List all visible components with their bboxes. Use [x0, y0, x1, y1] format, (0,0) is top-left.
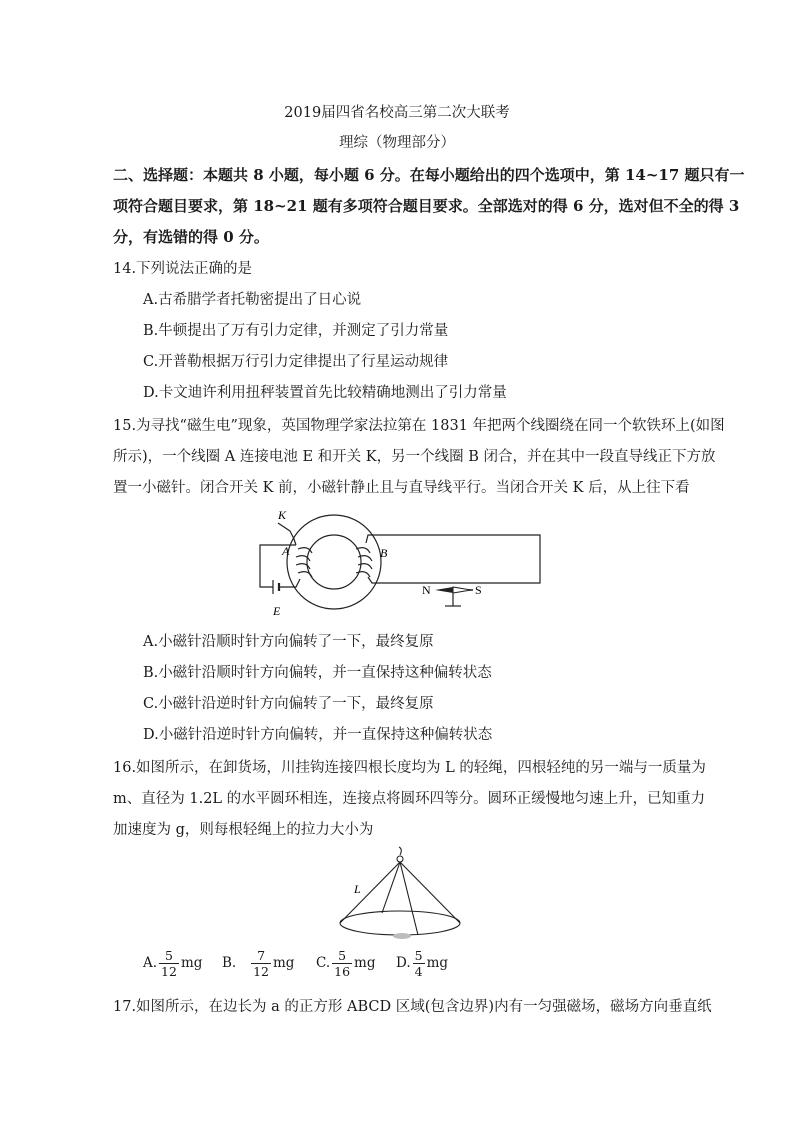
label-length-l: L — [354, 882, 361, 896]
fraction — [159, 948, 179, 979]
q15-circuit-figure — [240, 505, 550, 620]
label-south: S — [475, 583, 482, 597]
unit: mg — [273, 955, 295, 971]
denominator: 4 — [414, 964, 423, 979]
hook — [397, 856, 403, 862]
numerator: 7 — [251, 948, 271, 964]
fraction — [332, 948, 352, 979]
label-coil-b: B — [380, 546, 388, 560]
q16-choice-d — [396, 948, 448, 979]
iron-ring-inner — [307, 535, 361, 589]
q14-option-c: C.开普勒根据万行引力定律提出了行星运动规律 — [143, 354, 449, 370]
circuit-b-wire — [366, 535, 540, 583]
numerator: 5 — [159, 948, 179, 964]
fraction — [413, 948, 425, 979]
q16-choice-a — [143, 948, 202, 979]
q16-stem-line: 加速度为 g，则每根轻绳上的拉力大小为 — [113, 822, 374, 838]
instruction-line: 分，有选错的得 0 分。 — [113, 228, 269, 246]
label-coil-a: A — [282, 544, 290, 558]
choice-label: B. — [222, 955, 237, 971]
q14-option-b: B.牛顿提出了万有引力定律，并测定了引力常量 — [143, 323, 449, 339]
compass-north-tip — [435, 587, 453, 593]
q16-stem-line: m、直径为 1.2L 的水平圆环相连，连接点将圆环四等分。圆环正缓慢地匀速上升，已知重力 — [113, 791, 706, 807]
ring — [340, 911, 460, 935]
circuit-a-wire — [279, 579, 300, 587]
denominator: 16 — [334, 964, 351, 979]
hook-top — [399, 847, 401, 855]
rope-front — [400, 862, 418, 935]
q14-option-d: D.卡文迪许利用扭秤装置首先比较精确地测出了引力常量 — [143, 385, 507, 401]
rope-right — [400, 862, 460, 923]
q15-stem-line: 15.为寻找“磁生电”现象，英国物理学家法拉第在 1831 年把两个线圈绕在同一个软铁环上(如图 — [113, 418, 725, 434]
exam-subtitle: 理综（物理部分） — [339, 135, 455, 151]
q16-choice-b — [222, 948, 294, 979]
q15-option-c: C.小磁针沿逆时针方向偏转了一下，最终复原 — [143, 696, 434, 712]
label-north: N — [422, 583, 431, 597]
label-battery-e: E — [273, 604, 281, 618]
ring-shadow — [393, 933, 411, 939]
q17-stem: 17.如图所示，在边长为 a 的正方形 ABCD 区域(包含边界)内有一匀强磁场，磁场方向垂直纸 — [113, 999, 712, 1015]
coil-b-windings — [356, 548, 372, 577]
q15-option-d: D.小磁针沿逆时针方向偏转，并一直保持这种偏转状态 — [143, 727, 493, 743]
instruction-line: 项符合题目要求，第 18~21 题有多项符合题目要求。全部选对的得 6 分，选对但不全的得 3 — [113, 197, 740, 215]
fraction — [251, 948, 271, 979]
q16-choice-c — [316, 948, 376, 979]
q14-option-a: A.古希腊学者托勒密提出了日心说 — [143, 292, 362, 308]
q16-ring-figure — [330, 845, 470, 945]
numerator: 5 — [332, 948, 352, 964]
denominator: 12 — [161, 964, 177, 979]
numerator: 5 — [414, 948, 423, 963]
q15-stem-line: 所示)，一个线圈 A 连接电池 E 和开关 K，另一个线圈 B 闭合，并在其中一段直导线正下方放 — [113, 449, 716, 465]
choice-label: D. — [396, 955, 411, 971]
unit: mg — [180, 955, 203, 971]
q15-option-b: B.小磁针沿顺时针方向偏转，并一直保持这种偏转状态 — [143, 665, 492, 681]
rope-left — [340, 862, 400, 923]
compass-south-tip — [453, 587, 471, 593]
q16-stem-line: 16.如图所示，在卸货场，川挂钩连接四根长度均为 L 的轻绳，四根轻纯的另一端与一质量为 — [113, 760, 706, 776]
exam-title: 2019届四省名校高三第二次大联考 — [284, 105, 510, 121]
rope-back-left — [382, 862, 400, 913]
switch-k-blade — [278, 523, 290, 531]
denominator: 12 — [253, 964, 269, 979]
choice-label: C. — [316, 955, 331, 971]
choice-label: A. — [143, 955, 158, 971]
q15-option-a: A.小磁针沿顺时针方向偏转了一下，最终复原 — [143, 634, 434, 650]
unit: mg — [354, 955, 376, 971]
iron-ring-outer — [287, 515, 381, 609]
q14-stem: 14.下列说法正确的是 — [113, 261, 253, 277]
label-switch-k: K — [278, 508, 287, 522]
unit: mg — [426, 955, 449, 971]
instruction-line: 二、选择题：本题共 8 小题，每小题 6 分。在每小题给出的四个选项中，第 14~17 题只有一 — [113, 166, 745, 184]
q15-stem-line: 置一小磁针。闭合开关 K 前，小磁针静止且与直导线平行。当闭合开关 K 后，从上往下看 — [113, 480, 690, 496]
